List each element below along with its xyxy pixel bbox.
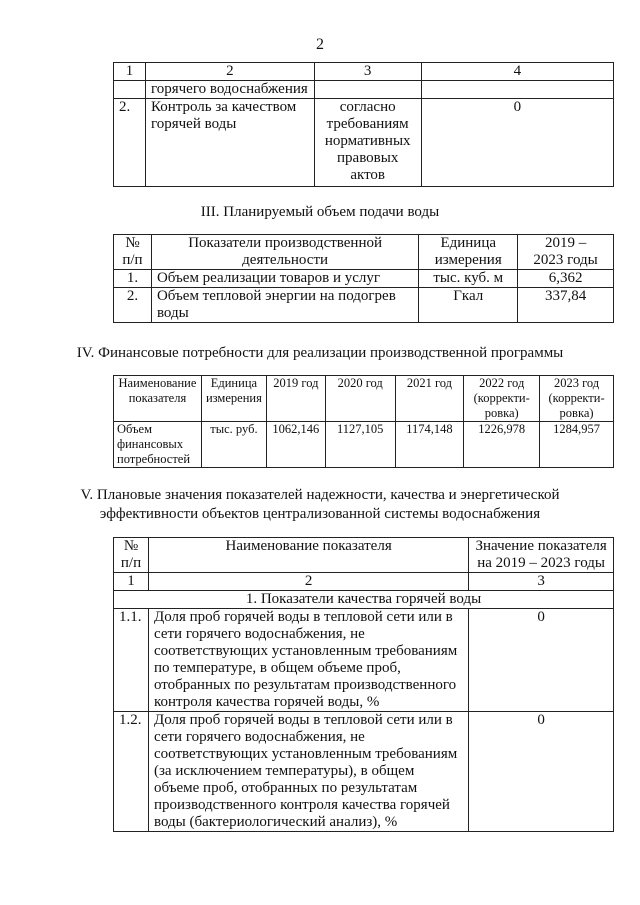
col-3-header: 3 <box>314 63 421 81</box>
table-header-row <box>114 538 614 573</box>
unit-header: Единица измерения <box>419 235 518 270</box>
row-value: 0 <box>469 712 614 832</box>
section4-title: IV. Финансовые потребности для реализации производственной программы <box>76 345 564 361</box>
name-header: Наименование показателя <box>114 376 202 422</box>
row-value: 6,362 <box>518 270 614 288</box>
row-unit: Гкал <box>419 288 518 323</box>
table-header-row <box>114 63 614 81</box>
continuation-row <box>114 81 614 99</box>
year-2020-header: 2020 год <box>325 376 395 422</box>
row-number: 2. <box>114 99 146 187</box>
page-number: 2 <box>316 36 324 53</box>
table-row <box>114 712 614 832</box>
indicator-header: Показатели производственной деятельности <box>151 235 418 270</box>
continuation-text: горячего водоснабжения <box>145 81 314 99</box>
row-source: согласно требованиям нормативных правовых актов <box>314 99 421 187</box>
row-unit: тыс. руб. <box>201 422 266 468</box>
row-name: Контроль за качеством горячей воды <box>145 99 314 187</box>
table-header-row <box>114 376 614 422</box>
col-3-number: 3 <box>469 573 614 591</box>
table-row <box>114 270 614 288</box>
year-2023-header: 2023 год (корректи- ровка) <box>540 376 614 422</box>
table-continuation <box>113 62 614 187</box>
col-2-header: 2 <box>145 63 314 81</box>
row-text: Доля проб горячей воды в тепловой сети или в сети горячего водоснабжения, не соответствующих установленным требованиям по температуре, в общем объеме проб, отобранных по результатам производственного контроля качества горячей воды, % <box>148 609 468 712</box>
row-number: 2. <box>114 288 152 323</box>
row-name: Объем тепловой энергии на подогрев воды <box>151 288 418 323</box>
section5-title: V. Плановые значения показателей надежности, качества и энергетической эффективности объектов централизованной системы водоснабжения <box>80 487 560 522</box>
table-row <box>114 422 614 468</box>
col-2-number: 2 <box>148 573 468 591</box>
table-row <box>114 288 614 323</box>
row-name: Объем финансовых потребностей <box>114 422 202 468</box>
unit-header: Единица измерения <box>201 376 266 422</box>
table-row <box>114 99 614 187</box>
value-2020: 1127,105 <box>325 422 395 468</box>
row-name: Объем реализации товаров и услуг <box>151 270 418 288</box>
value-2023: 1284,957 <box>540 422 614 468</box>
financial-needs-table <box>113 375 614 468</box>
num-header: № п/п <box>114 235 152 270</box>
table-row <box>114 609 614 712</box>
row-number: 1. <box>114 270 152 288</box>
period-header: 2019 – 2023 годы <box>518 235 614 270</box>
row-number: 1.1. <box>114 609 149 712</box>
supply-volume-table <box>113 234 614 323</box>
value-2019: 1062,146 <box>266 422 325 468</box>
value-2021: 1174,148 <box>395 422 464 468</box>
row-number: 1.2. <box>114 712 149 832</box>
col-1-header: 1 <box>114 63 146 81</box>
year-2019-header: 2019 год <box>266 376 325 422</box>
table-header-row <box>114 235 614 270</box>
row-value: 0 <box>469 609 614 712</box>
section3-title: III. Планируемый объем подачи воды <box>200 204 440 220</box>
row-unit: тыс. куб. м <box>419 270 518 288</box>
group-row <box>114 591 614 609</box>
col-1-number: 1 <box>114 573 149 591</box>
num-header: № п/п <box>114 538 149 573</box>
year-2022-header: 2022 год (корректи- ровка) <box>464 376 540 422</box>
year-2021-header: 2021 год <box>395 376 464 422</box>
row-text: Доля проб горячей воды в тепловой сети или в сети горячего водоснабжения, не соответствующих установленным требованиям (за исключением температуры), в общем объеме проб, отобранных по результатам производственного контроля качества горячей воды (бактериологический анализ), % <box>148 712 468 832</box>
name-header: Наименование показателя <box>148 538 468 573</box>
col-4-header: 4 <box>421 63 613 81</box>
column-number-row <box>114 573 614 591</box>
row-value: 337,84 <box>518 288 614 323</box>
reliability-indicators-table <box>113 537 614 832</box>
value-header: Значение показателя на 2019 – 2023 годы <box>469 538 614 573</box>
group-title: 1. Показатели качества горячей воды <box>114 591 614 609</box>
value-2022: 1226,978 <box>464 422 540 468</box>
row-value: 0 <box>421 99 613 187</box>
